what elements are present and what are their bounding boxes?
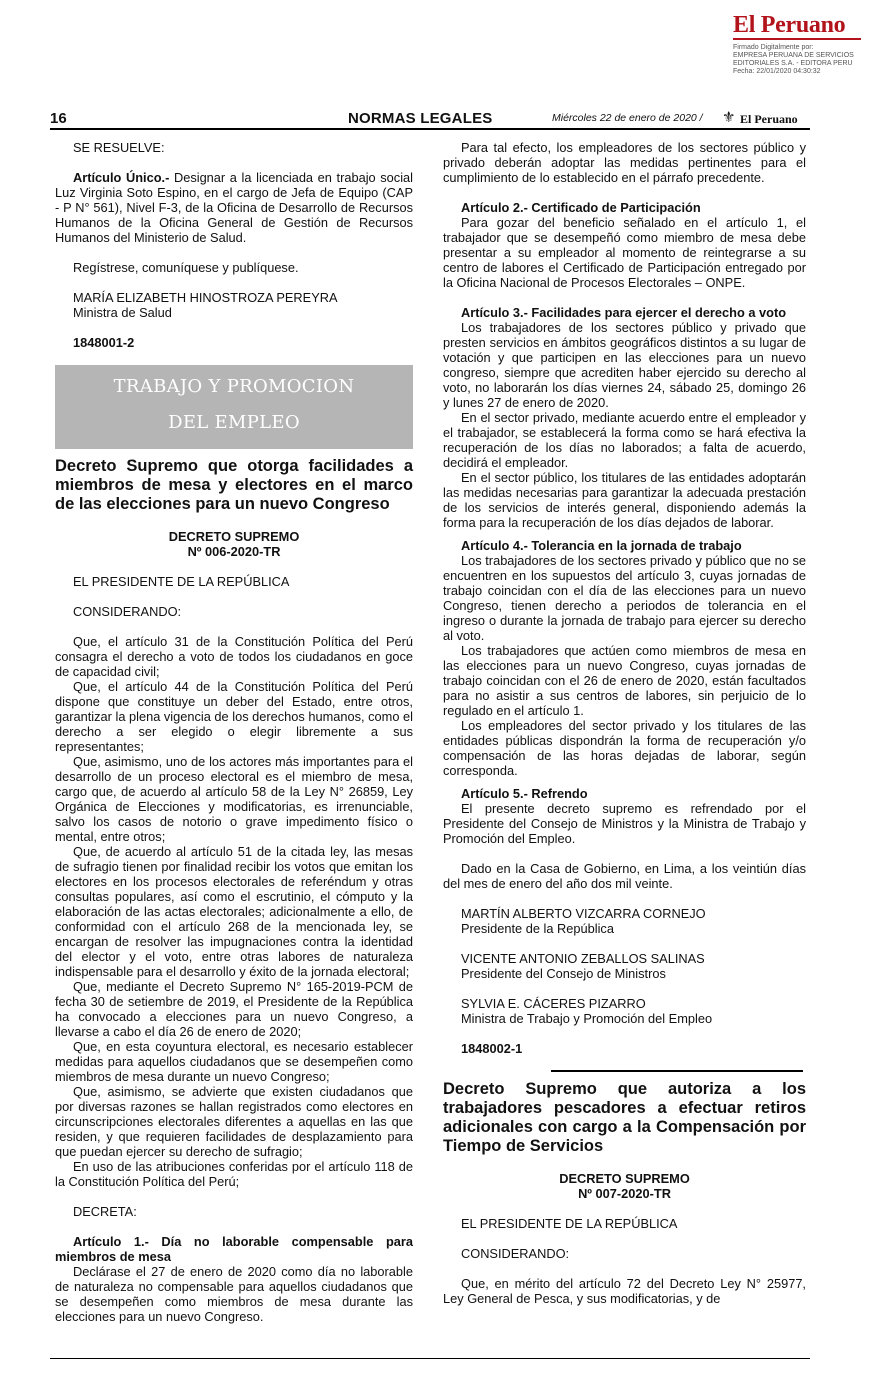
paragraph: Que, en mérito del artículo 72 del Decreto Ley N° 25977, Ley General de Pesca, y sus modificatorias, y de [443, 1276, 806, 1306]
crest-icon: ⚜ [722, 109, 736, 126]
el-peruano-logo: El Peruano [733, 12, 846, 38]
signatory-name: SYLVIA E. CÁCERES PIZARRO [461, 996, 646, 1011]
decreta: DECRETA: [73, 1204, 137, 1219]
firmante-nombre: MARÍA ELIZABETH HINOSTROZA PEREYRA [73, 290, 338, 305]
article-2-text: Para gozar del beneficio señalado en el artículo 1, el trabajador que se desempeñó como miembro de mesa debe presentar a su empleador al momento de reintegrarse a su centro de labores el Certificado de Participación entregado por la Oficina Nacional de Procesos Electorales – ONPE. [443, 215, 806, 290]
presidente: EL PRESIDENTE DE LA REPÚBLICA [461, 1216, 678, 1231]
registrese: Regístrese, comuníquese y publíquese. [73, 260, 299, 275]
banner-line: DEL EMPLEO [168, 412, 300, 433]
article-3-p2: En el sector privado, mediante acuerdo entre el empleador y el trabajador, se establecerá la forma como se hará efectiva la recuperación de los días no laborados; a falta de acuerdo, decidirá el empleador. [443, 410, 806, 470]
article-3-p3: En el sector público, los titulares de las entidades adoptarán las medidas necesarias para garantizar la adecuada prestación de los servicios de interés general, disponiendo además la forma para la recuperación de los días dejados de laborar. [443, 470, 806, 530]
article-1-text: Declárase el 27 de enero de 2020 como día no laborable de naturaleza no compensable para aquellos ciudadanos que se desempeñen como miembros de mesa durante las elecciones para un nuevo Congreso. [55, 1264, 413, 1324]
signatory-name: VICENTE ANTONIO ZEBALLOS SALINAS [461, 951, 705, 966]
signatory-role: Presidente del Consejo de Ministros [461, 966, 666, 981]
banner-line: TRABAJO Y PROMOCION [113, 376, 355, 397]
codigo: 1848001-2 [73, 335, 135, 350]
signatory-role: Presidente de la República [461, 921, 614, 936]
article-4-p3: Los empleadores del sector privado y los titulares de las entidades públicas dispondrán la forma de recuperación y/o compensación de las horas dejadas de laborar, según corresponda. [443, 718, 806, 778]
article-4-p1: Los trabajadores de los sectores privado y público que no se encuentren en los supuestos del artículo 3, cuyas jornadas de trabajo coincidan con el día de las elecciones para un nuevo Congreso, tienen derecho a periodos de tolerancia en el ingreso o durante la jornada de trabajo para ejercer su derecho al voto. [443, 553, 806, 643]
section-title: NORMAS LEGALES [348, 110, 493, 127]
header-date: Miércoles 22 de enero de 2020 / [552, 112, 703, 124]
paragraph: Que, el artículo 31 de la Constitución Política del Perú consagra el derecho a voto de todos los ciudadanos en goce de capacidad civil; [55, 634, 413, 679]
section-banner [55, 365, 413, 449]
left-column [55, 140, 413, 1324]
header-brand: El Peruano [740, 112, 798, 126]
articulo-unico-text: Designar a la licenciada en trabajo social Luz Virginia Soto Espino, en el cargo de Jefa de Equipo (CAP - P N° 561), Nivel F-3, de la Oficina de Desarrollo de Recursos Humanos de la Oficina General de Gestión de Recursos Humanos del Ministerio de Salud. [55, 170, 414, 245]
paragraph: Que, de acuerdo al artículo 51 de la citada ley, las mesas de sufragio tienen por finalidad recibir los votos que emitan los electores en los procesos electorales de referéndum y otras consultas populares, así como el escrutinio, el cómputo y la elaboración de las actas electorales; adicionalmente a ello, de conformidad con el artículo 268 de la mencionada ley, se encargan de resolver las impugnaciones contra la identidad del elector y el voto, entre otras labores de naturaleza indispensable para el desarrollo y éxito de la jornada electoral; [55, 844, 413, 979]
codigo: 1848002-1 [461, 1041, 523, 1056]
decree-label: DECRETO SUPREMO [168, 529, 300, 544]
decree-title: Decreto Supremo que autoriza a los trabajadores pescadores a efectuar retiros adicionales con cargo a la Compensación por Tiempo de Servicios [443, 1080, 806, 1155]
article-3-p1: Los trabajadores de los sectores público y privado que presten servicios en ámbitos geográficos distintos a su lugar de votación y que participen en las elecciones para un nuevo congreso, siempre que acrediten haber ejercido su derecho al voto, no laborarán los días viernes 24, sábado 25, domingo 26 y lunes 27 de enero de 2020. [443, 320, 806, 410]
signature-line: EMPRESA PERUANA DE SERVICIOS [733, 52, 854, 59]
footer-rule [50, 1358, 810, 1359]
digital-signature-block [733, 44, 863, 76]
articulo-unico [55, 170, 413, 245]
considerando: CONSIDERANDO: [461, 1246, 570, 1261]
article-4-title: Artículo 4.- Tolerancia en la jornada de trabajo [461, 538, 742, 553]
separator-rule [551, 1070, 803, 1072]
paragraph: Que, el artículo 44 de la Constitución Política del Perú dispone que constituye un deber del Estado, entre otros, garantizar la plena vigencia de los derechos humanos, como el derecho a ser elegido o elegir libremente a sus representantes; [55, 679, 413, 754]
logo-underline [733, 38, 861, 40]
paragraph: En uso de las atribuciones conferidas por el artículo 118 de la Constitución Política del Perú; [55, 1159, 413, 1189]
presidente: EL PRESIDENTE DE LA REPÚBLICA [73, 574, 290, 589]
se-resuelve: SE RESUELVE: [73, 140, 165, 155]
dado-en: Dado en la Casa de Gobierno, en Lima, a los veintiún días del mes de enero del año dos mil veinte. [443, 861, 806, 891]
decree-number: Nº 007-2020-TR [578, 1186, 671, 1201]
paragraph: Para tal efecto, los empleadores de los sectores público y privado deberán adoptar las medidas pertinentes para el cumplimiento de lo establecido en el párrafo precedente. [443, 140, 806, 185]
paragraph: Que, en esta coyuntura electoral, es necesario establecer medidas para aquellos ciudadanos que se desempeñen como miembros de mesa durante un nuevo Congreso; [55, 1039, 413, 1084]
firmante-cargo: Ministra de Salud [73, 305, 172, 320]
article-3-title: Artículo 3.- Facilidades para ejercer el derecho a voto [461, 305, 787, 320]
article-1-title: Artículo 1.- Día no laborable compensable para miembros de mesa [55, 1234, 413, 1264]
right-column [443, 140, 806, 1306]
signatory-role: Ministra de Trabajo y Promoción del Empleo [461, 1011, 713, 1026]
articulo-unico-label: Artículo Único.- [73, 170, 170, 185]
signature-line: EDITORIALES S.A. - EDITORA PERU [733, 60, 853, 67]
paragraph: Que, asimismo, uno de los actores más importantes para el desarrollo de un proceso electoral es el miembro de mesa, cargo que, de acuerdo al artículo 58 de la Ley N° 26859, Ley Orgánica de Elecciones y modificatorias, es irrenunciable, salvo los casos de notorio o grave impedimento físico o mental, entre otros; [55, 754, 413, 844]
article-4-p2: Los trabajadores que actúen como miembros de mesa en las elecciones para un nuevo Congreso, cuyas jornadas de trabajo coincidan con el 26 de enero de 2020, están facultados para no asistir a sus centros de labores, sin perjuicio de lo regulado en el artículo 1. [443, 643, 806, 718]
article-2-title: Artículo 2.- Certificado de Participación [461, 200, 701, 215]
page-number: 16 [50, 110, 67, 127]
considerando: CONSIDERANDO: [73, 604, 182, 619]
paragraph: Que, mediante el Decreto Supremo N° 165-2019-PCM de fecha 30 de setiembre de 2019, el Presidente de la República ha convocado a elecciones para un nuevo Congreso, a llevarse a cabo el día 26 de enero de 2020; [55, 979, 413, 1039]
decree-label: DECRETO SUPREMO [559, 1171, 690, 1186]
decree-title: Decreto Supremo que otorga facilidades a miembros de mesa y electores en el marco de las elecciones para un nuevo Congreso [55, 457, 413, 513]
signature-line: Fecha: 22/01/2020 04:30:32 [733, 68, 821, 75]
article-5-text: El presente decreto supremo es refrendado por el Presidente del Consejo de Ministros y la Ministra de Trabajo y Promoción del Empleo. [443, 801, 806, 846]
signatory-name: MARTÍN ALBERTO VIZCARRA CORNEJO [461, 906, 706, 921]
decree-number: Nº 006-2020-TR [187, 544, 281, 559]
paragraph: Que, asimismo, se advierte que existen ciudadanos que por diversas razones se hallan registrados como electores en circunscripciones electorales diferentes a aquellas en las que residen, y que requieren facilidades de desplazamiento para que puedan ejercer su derecho de sufragio; [55, 1084, 413, 1159]
article-5-title: Artículo 5.- Refrendo [461, 786, 588, 801]
signature-line: Firmado Digitalmente por: [733, 44, 814, 51]
